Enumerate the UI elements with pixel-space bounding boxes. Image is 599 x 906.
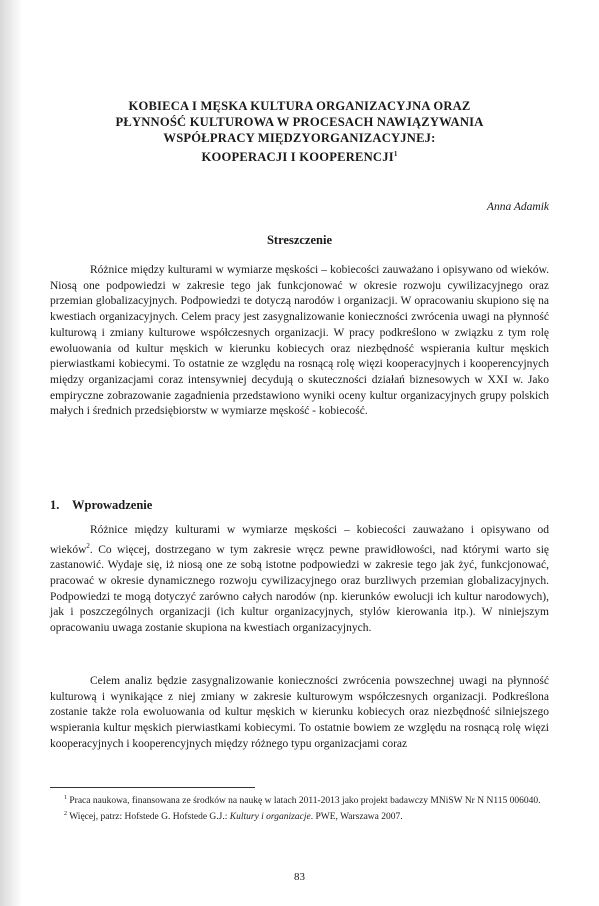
abstract-paragraph: Różnice między kulturami w wymiarze męskości – kobiecości zauważano i opisywano od wieków. Niosą one podpowiedzi w zakresie tego jak funkcjonować w okresie rozwoju cywilizacyjnego oraz przemian globalizacyjnych. Podpowiedzi te dotyczą narodów i organizacji. W opracowaniu skupiono się na kwestiach organizacyjnych. Celem pracy jest zasygnalizowanie konieczności zwrócenia uwagi na płynność kulturową i zmiany kulturowe współczesnych organizacji. W pracy podkreślono w związku z tym rolę ewoluowania od kultur męskich w kierunku kobiecych oraz niezbędność wspierania kultur męskich pierwiastkami kobiecymi. To ostatnie ze względu na rosnącą rolę więzi kooperacyjnych i kooperencyjnych między organizacjami coraz intensywniej decydują o skuteczności działań biznesowych w XXI w. Jako empiryczne zobrazowanie zagadnienia przedstawiono wyniki oceny kultur organizacyjnych grupy polskich małych i średnich przedsiębiorstw w wymiarze męskość - kobiecość. — [50, 264, 549, 418]
title-line-3: WSPÓŁPRACY MIĘDZYORGANIZACYJNEJ: — [163, 131, 436, 145]
footnotes — [50, 792, 549, 823]
footnote-2-prefix: Więcej, patrz: Hofstede G. Hofstede G.J.: — [69, 811, 230, 822]
intro-p1-text-b: . Co więcej, dostrzegano w tym zakresie wręcz pewne prawidłowości, nad którymi warto się zastanowić. Wydaje się, iż niosą one ze sobą istotne podpowiedzi w zakresie tego jak żyć, funkcjonować, pracować w okresie dynamicznego rozwoju cywilizacyjnego oraz burzliwych przemian globalizacyjnych. Podpowiedzi te mogą dotyczyć zarówno całych narodów (np. kierunków ewolucji ich kultur narodowych), jak i poszczególnych organizacji (ich kultur organizacyjnych, stylów kierowania itp.). W niniejszym opracowaniu uwaga zostanie skupiona na kwestiach organizacyjnych. — [50, 543, 549, 635]
footnote-2-suffix: . PWE, Warszawa 2007. — [310, 811, 403, 822]
section-title: Wprowadzenie — [72, 498, 153, 512]
title-line-1: KOBIECA I MĘSKA KULTURA ORGANIZACYJNA ORAZ — [128, 99, 471, 113]
intro-paragraph-1 — [50, 523, 549, 637]
paper-title — [50, 98, 549, 165]
section-number: 1. — [50, 498, 60, 512]
footnote-divider — [50, 787, 255, 788]
title-line-4 — [50, 146, 549, 165]
title-line-4-text: KOOPERACJI I KOOPERENCJI — [201, 150, 394, 165]
title-footnote-mark[interactable]: 1 — [393, 150, 398, 158]
title-line-2: PŁYNNOŚĆ KULTUROWA W PROCESACH NAWIĄZYWANIA — [115, 115, 484, 129]
intro-p1-text-a: Różnice między kulturami w wymiarze męskości – kobiecości zauważano i opisywano od wieków — [50, 524, 549, 556]
footnote-2-mark: 2 — [64, 810, 67, 817]
section-heading — [50, 498, 152, 513]
abstract-heading: Streszczenie — [266, 233, 332, 247]
footnote-ref-2[interactable]: 2 — [86, 541, 90, 550]
scan-edge-shadow — [0, 0, 22, 906]
footnote-2 — [50, 808, 549, 824]
footnote-2-book-title: Kultury i organizacje — [229, 811, 311, 822]
footnote-1 — [50, 792, 549, 808]
page-number: 83 — [294, 871, 305, 883]
footnote-1-mark: 1 — [64, 795, 67, 801]
intro-paragraph-2: Celem analiz będzie zasygnalizowanie konieczności zwrócenia powszechnej uwagi na płynność kulturową i wynikające z niej zmiany w zakresie kulturowym współczesnych organizacji. Podkreślona zostanie także rola ewoluowania od kultur męskich w kierunku kobiecych oraz niezbędność silniejszego wspierania kultur męskich pierwiastkami kobiecymi. To ostatnie bowiem ze względu na rosnącą rolę więzi kooperacyjnych i kooperencyjnych między różnego typu organizacjami coraz — [50, 675, 549, 750]
author-name: Anna Adamik — [486, 201, 549, 213]
footnote-1-text: Praca naukowa, finansowana ze środków na naukę w latach 2011-2013 jako projekt badawczy MNiSW Nr N N115 006040. — [69, 796, 541, 807]
